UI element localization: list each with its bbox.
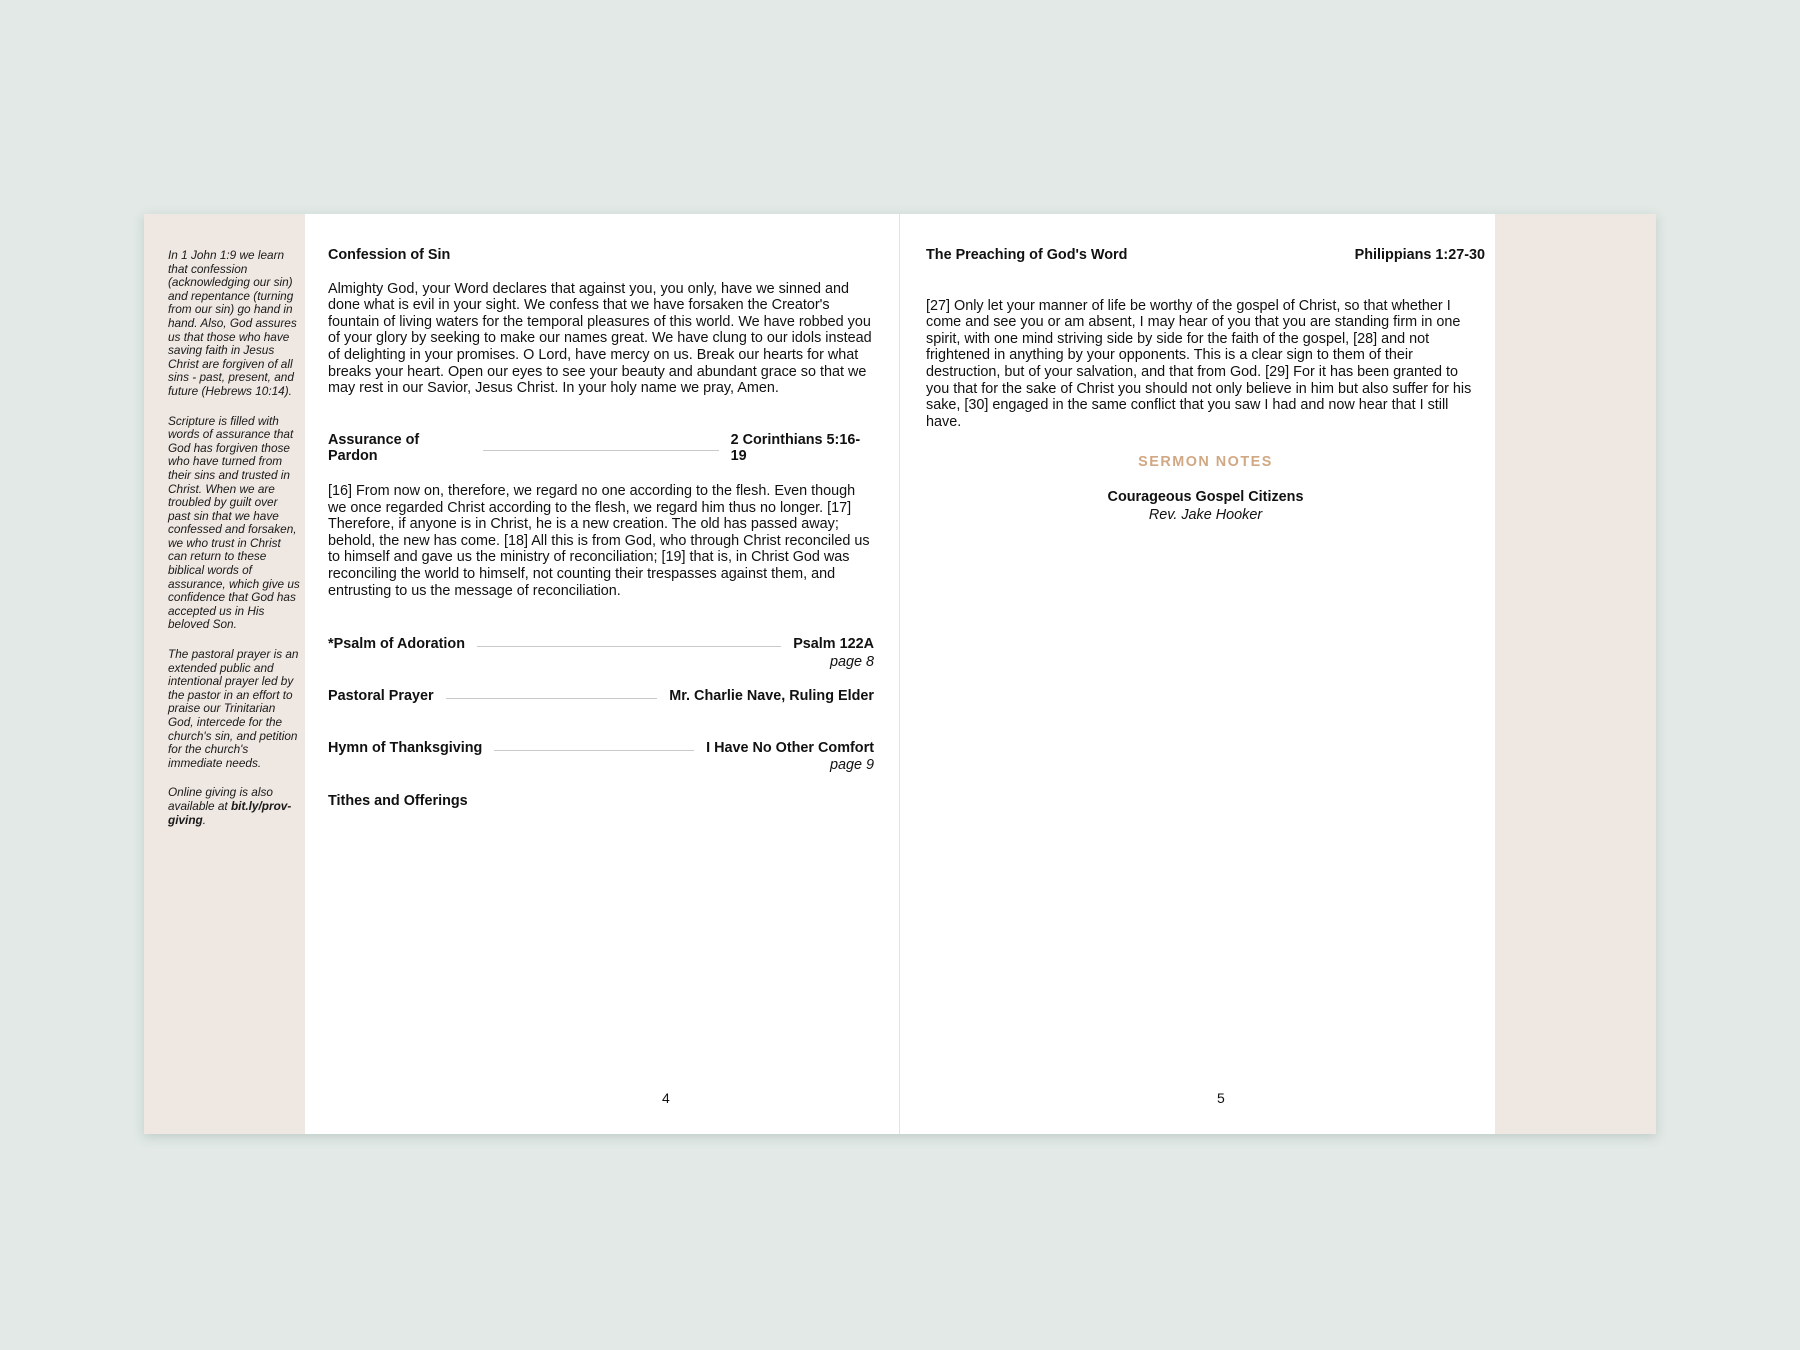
assurance-reference: 2 Corinthians 5:16-19 <box>730 431 861 465</box>
preaching-title: The Preaching of God's Word <box>926 247 1128 263</box>
assurance-text: [16] From now on, therefore, we regard no one according to the flesh. Even though we once regarded Christ according to the flesh, we regard him thus no longer. [17] Therefore, if anyone is in Christ, he is a new creation. The old has passed away; behold, the new has come. [18] All this is from God, who through Christ reconciled us to himself and gave us the ministry of reconciliation; [19] that is, in Christ God was reconciling the world to himself, not counting their trespasses against them, and entrusting to us the message of reconciliation. <box>328 482 870 599</box>
prayer-leader: Mr. Charlie Nave, Ruling Elder <box>669 688 874 705</box>
online-giving-period: . <box>202 812 207 827</box>
assurance-title: Assurance of Pardon <box>328 431 420 465</box>
psalm-page: page 8 <box>829 653 874 670</box>
psalm-reference: Psalm 122A <box>793 636 874 653</box>
right-page-content <box>926 247 1485 523</box>
assurance-row <box>328 432 874 465</box>
prayer-row <box>328 688 874 705</box>
online-giving-text: Online giving is also available at <box>168 785 273 813</box>
page-left <box>305 214 899 1134</box>
sidenote-online-giving <box>168 786 301 827</box>
hymn-row <box>328 740 874 757</box>
right-margin-panel <box>1495 214 1656 1134</box>
psalm-row <box>328 636 874 653</box>
hymn-page: page 9 <box>829 757 874 774</box>
sidenote-assurance: Scripture is filled with words of assurance that God has forgiven those who have turned from their sins and trusted in Christ. When we are troubled by guilt over past sin that we have confessed and forsaken, we who trust in Christ can return to these biblical words of assurance, which give us confidence that God has accepted us in His beloved Son. <box>168 413 300 632</box>
page-right <box>899 214 1495 1134</box>
divider-rule <box>446 698 658 699</box>
page-number-right: 5 <box>1217 1090 1225 1106</box>
confession-title: Confession of Sin <box>328 247 451 263</box>
sidenote-confession: In 1 John 1:9 we learn that confession (acknowledging our sin) and repentance (turning from our sin) go hand in hand. Also, God assures us that those who have saving faith in Jesus Christ are forgiven of all sins - past, present, and future (Hebrews 10:14). <box>168 248 297 398</box>
preaching-text: [27] Only let your manner of life be worthy of the gospel of Christ, so that whether I come and see you or am absent, I may hear of you that you are standing firm in one spirit, with one mind striving side by side for the faith of the gospel, [28] and not frightened in anything by your opponents. This is a clear sign to them of their destruction, but of your salvation, and that from God. [29] For it has been granted to you that for the sake of Christ you should not only believe in him but also suffer for his sake, [30] engaged in the same conflict that you saw I had and now hear that I still have. <box>926 297 1472 430</box>
preaching-row <box>926 247 1485 264</box>
left-margin-panel <box>144 214 305 1134</box>
online-giving-link[interactable]: bit.ly/prov-giving <box>168 798 292 827</box>
sermon-title: Courageous Gospel Citizens <box>1107 488 1304 505</box>
divider-rule <box>477 646 781 647</box>
page-number-left: 4 <box>662 1090 670 1106</box>
hymn-title: Hymn of Thanksgiving <box>328 739 483 756</box>
confession-text: Almighty God, your Word declares that against you, you only, have we sinned and done what is evil in your sight. We confess that we have forsaken the Creator's fountain of living waters for the temporal pleasures of this world. We have robbed you of your glory by seeking to make our names great. We have clung to our idols instead of delighting in your promises. O Lord, have mercy on us. Break our hearts for what breaks your heart. Open our eyes to see your beauty and abundant grace so that we may rest in our Savior, Jesus Christ. In your holy name we pray, Amen. <box>328 280 872 397</box>
hymn-name: I Have No Other Comfort <box>706 739 874 756</box>
preaching-reference: Philippians 1:27-30 <box>1354 247 1485 263</box>
sidenote-pastoral-prayer: The pastoral prayer is an extended public and intentional prayer led by the pastor in an effort to praise our Trinitarian God, intercede for the church's sin, and petition for the church's immediate needs. <box>168 647 299 770</box>
prayer-title: Pastoral Prayer <box>328 688 434 705</box>
sermon-notes-label: SERMON NOTES <box>1138 454 1273 471</box>
divider-rule <box>483 450 719 451</box>
bulletin-spread <box>144 214 1656 1134</box>
divider-rule <box>494 750 694 751</box>
sermon-preacher: Rev. Jake Hooker <box>1148 506 1263 523</box>
tithes-title: Tithes and Offerings <box>328 793 468 810</box>
left-page-content <box>328 247 874 810</box>
sidenotes <box>168 249 301 843</box>
psalm-title: *Psalm of Adoration <box>328 636 465 653</box>
